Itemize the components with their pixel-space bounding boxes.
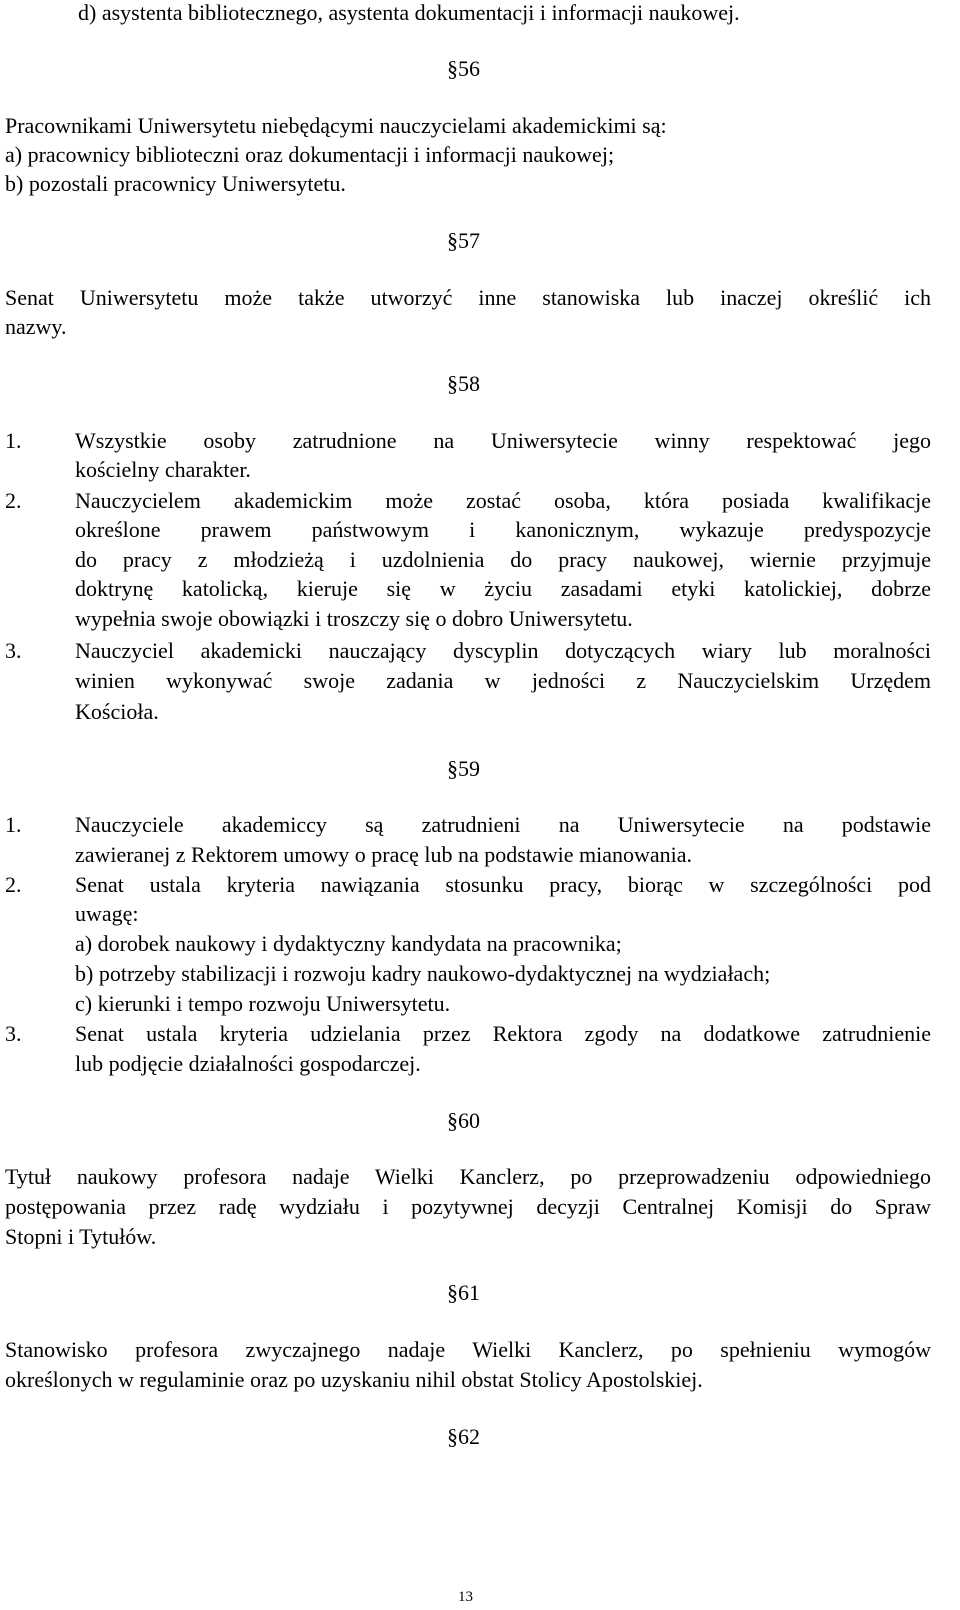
s59-item-2-sub-b: b) potrzeby stabilizacji i rozwoju kadry naukowo-dydaktycznej na wydziałach; bbox=[75, 961, 771, 986]
s58-item-3-line-1: Nauczyciel akademicki nauczający dyscyplin dotyczących wiary lub moralności bbox=[75, 638, 931, 663]
s56-intro: Pracownikami Uniwersytetu niebędącymi nauczycielami akademickimi są: bbox=[5, 113, 667, 138]
section-56-heading: §56 bbox=[447, 56, 480, 81]
s58-item-2-number: 2. bbox=[5, 488, 22, 513]
s59-item-2-number: 2. bbox=[5, 872, 22, 897]
s59-item-3-number: 3. bbox=[5, 1021, 22, 1046]
section-59-heading: §59 bbox=[447, 756, 480, 781]
section-61-heading: §61 bbox=[447, 1280, 480, 1305]
s58-item-3-line-2: winien wykonywać swoje zadania w jedności z Nauczycielskim Urzędem bbox=[75, 668, 931, 693]
s59-item-2-line-1: Senat ustala kryteria nawiązania stosunku pracy, biorąc w szczególności pod bbox=[75, 872, 931, 897]
s60-line-3: Stopni i Tytułów. bbox=[5, 1224, 157, 1249]
s56-item-b: b) pozostali pracownicy Uniwersytetu. bbox=[5, 171, 346, 196]
s58-item-1-line-2: kościelny charakter. bbox=[75, 457, 251, 482]
s57-line-1: Senat Uniwersytetu może także utworzyć inne stanowiska lub inaczej określić ich bbox=[5, 285, 931, 310]
s61-line-1: Stanowisko profesora zwyczajnego nadaje Wielki Kanclerz, po spełnieniu wymogów bbox=[5, 1337, 931, 1362]
s58-item-2-line-2: określone prawem państwowym i kanonicznym, wykazuje predyspozycje bbox=[75, 517, 931, 542]
s59-item-1-number: 1. bbox=[5, 812, 22, 837]
s57-line-2: nazwy. bbox=[5, 314, 67, 339]
section-62-heading: §62 bbox=[447, 1424, 480, 1449]
s58-item-3-line-3: Kościoła. bbox=[75, 699, 159, 724]
s58-item-1-number: 1. bbox=[5, 428, 22, 453]
s60-line-1: Tytuł naukowy profesora nadaje Wielki Kanclerz, po przeprowadzeniu odpowiedniego bbox=[5, 1164, 931, 1189]
s59-item-3-line-1: Senat ustala kryteria udzielania przez Rektora zgody na dodatkowe zatrudnienie bbox=[75, 1021, 931, 1046]
s59-item-1-line-1: Nauczyciele akademiccy są zatrudnieni na Uniwersytecie na podstawie bbox=[75, 812, 931, 837]
section-57-heading: §57 bbox=[447, 228, 480, 253]
s58-item-3-number: 3. bbox=[5, 638, 22, 663]
s59-item-2-sub-c: c) kierunki i tempo rozwoju Uniwersytetu. bbox=[75, 991, 451, 1016]
s56-item-a: a) pracownicy biblioteczni oraz dokumentacji i informacji naukowej; bbox=[5, 142, 615, 167]
section-60-heading: §60 bbox=[447, 1108, 480, 1133]
s59-item-3-line-2: lub podjęcie działalności gospodarczej. bbox=[75, 1051, 421, 1076]
s59-item-2-sub-a: a) dorobek naukowy i dydaktyczny kandydata na pracownika; bbox=[75, 931, 622, 956]
s59-item-1-line-2: zawieranej z Rektorem umowy o pracę lub na podstawie mianowania. bbox=[75, 842, 692, 867]
s58-item-2-line-5: wypełnia swoje obowiązki i troszczy się o dobro Uniwersytetu. bbox=[75, 606, 633, 631]
list-item-d: d) asystenta bibliotecznego, asystenta dokumentacji i informacji naukowej. bbox=[78, 0, 740, 25]
s58-item-2-line-3: do pracy z młodzieżą i uzdolnienia do pracy naukowej, wiernie przyjmuje bbox=[75, 547, 931, 572]
section-58-heading: §58 bbox=[447, 371, 480, 396]
s59-item-2-line-2: uwagę: bbox=[75, 901, 139, 926]
s58-item-1-line-1: Wszystkie osoby zatrudnione na Uniwersytecie winny respektować jego bbox=[75, 428, 931, 453]
s58-item-2-line-4: doktrynę katolicką, kieruje się w życiu zasadami etyki katolickiej, dobrze bbox=[75, 576, 931, 601]
s61-line-2: określonych w regulaminie oraz po uzyskaniu nihil obstat Stolicy Apostolskiej. bbox=[5, 1367, 703, 1392]
s60-line-2: postępowania przez radę wydziału i pozytywnej decyzji Centralnej Komisji do Spraw bbox=[5, 1194, 931, 1219]
page-number: 13 bbox=[458, 1589, 473, 1605]
s58-item-2-line-1: Nauczycielem akademickim może zostać osoba, która posiada kwalifikacje bbox=[75, 488, 931, 513]
